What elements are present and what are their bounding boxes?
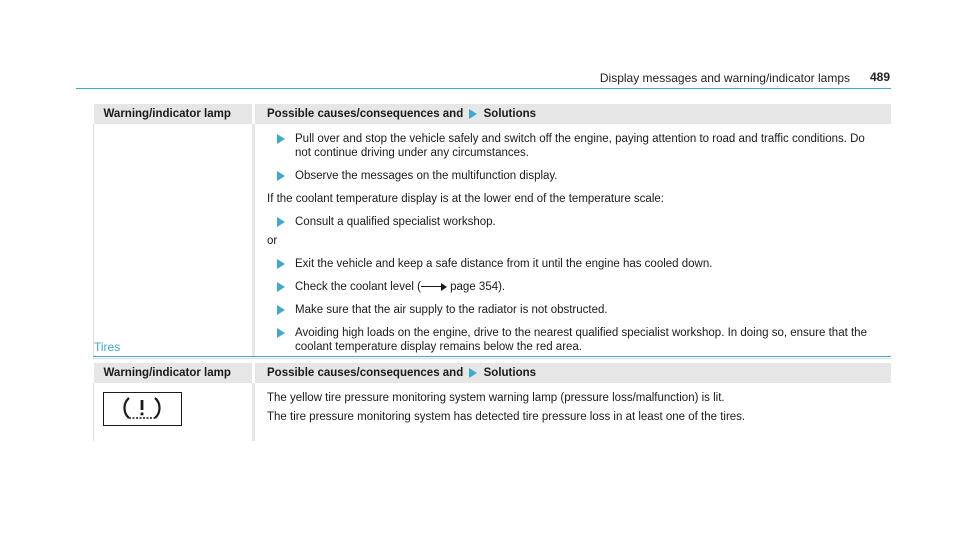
column-header-lamp: Warning/indicator lamp xyxy=(94,363,254,383)
list-item xyxy=(267,257,881,271)
bullet-arrow-icon xyxy=(277,305,285,315)
list-item xyxy=(267,215,881,229)
lamp-cell xyxy=(94,124,254,359)
column-header-solutions-label: Solutions xyxy=(483,367,537,379)
table-row xyxy=(94,124,892,359)
solutions-cell xyxy=(254,383,892,441)
table-header-row xyxy=(94,104,892,124)
column-header-causes xyxy=(254,363,892,383)
condition-text: If the coolant temperature display is at the lower end of the temperature scale: xyxy=(267,193,664,205)
list-item xyxy=(267,280,881,294)
list-item-text: Make sure that the air supply to the radiator is not obstructed. xyxy=(295,304,608,316)
description-line: The tire pressure monitoring system has detected tire pressure loss in at least one of the tires. xyxy=(267,411,746,423)
list-item-text: Pull over and stop the vehicle safely and switch off the engine, paying attention to road and traffic conditions. Do not continue driving under any circumstances. xyxy=(295,133,865,159)
column-header-causes-label: Possible causes/consequences and xyxy=(267,108,464,120)
header-divider xyxy=(76,88,891,89)
column-header-lamp: Warning/indicator lamp xyxy=(94,104,254,124)
warning-lamp-table-coolant xyxy=(93,104,891,359)
bullet-arrow-icon xyxy=(277,217,285,227)
page-reference-arrow-icon xyxy=(421,283,447,291)
list-item xyxy=(267,303,881,317)
table-row xyxy=(94,383,892,441)
tire-pressure-warning-icon xyxy=(103,392,182,426)
page-number: 489 xyxy=(869,70,890,84)
section-divider xyxy=(93,356,891,357)
solutions-arrow-icon xyxy=(469,368,477,378)
list-item-text: Avoiding high loads on the engine, drive to the nearest qualified specialist workshop. In doing so, ensure that the coolant temperature display remains below the red area. xyxy=(295,327,867,353)
list-item-text: Observe the messages on the multifunction display. xyxy=(295,170,558,182)
section-title-tires: Tires xyxy=(94,340,121,354)
description-line: The yellow tire pressure monitoring system warning lamp (pressure loss/malfunction) is lit. xyxy=(267,392,725,404)
solutions-arrow-icon xyxy=(469,109,477,119)
list-item-text: Exit the vehicle and keep a safe distance from it until the engine has cooled down. xyxy=(295,258,713,270)
lamp-cell xyxy=(94,383,254,441)
bullet-arrow-icon xyxy=(277,259,285,269)
column-header-causes xyxy=(254,104,892,124)
column-header-causes-label: Possible causes/consequences and xyxy=(267,367,464,379)
list-item xyxy=(267,326,881,354)
page-header-title: Display messages and warning/indicator lamps xyxy=(599,71,850,85)
bullet-arrow-icon xyxy=(277,282,285,292)
bullet-arrow-icon xyxy=(277,134,285,144)
bullet-arrow-icon xyxy=(277,171,285,181)
column-header-solutions-label: Solutions xyxy=(483,108,537,120)
solutions-cell xyxy=(254,124,892,359)
table-header-row xyxy=(94,363,892,383)
list-item xyxy=(267,132,881,160)
warning-lamp-table-tires xyxy=(93,363,891,441)
page-reference-link[interactable]: page 354). xyxy=(450,281,506,293)
list-item xyxy=(267,169,881,183)
bullet-arrow-icon xyxy=(277,328,285,338)
list-item-text: Check the coolant level ( xyxy=(295,281,421,293)
list-item-text: Consult a qualified specialist workshop. xyxy=(295,216,496,228)
or-text: or xyxy=(267,235,278,247)
